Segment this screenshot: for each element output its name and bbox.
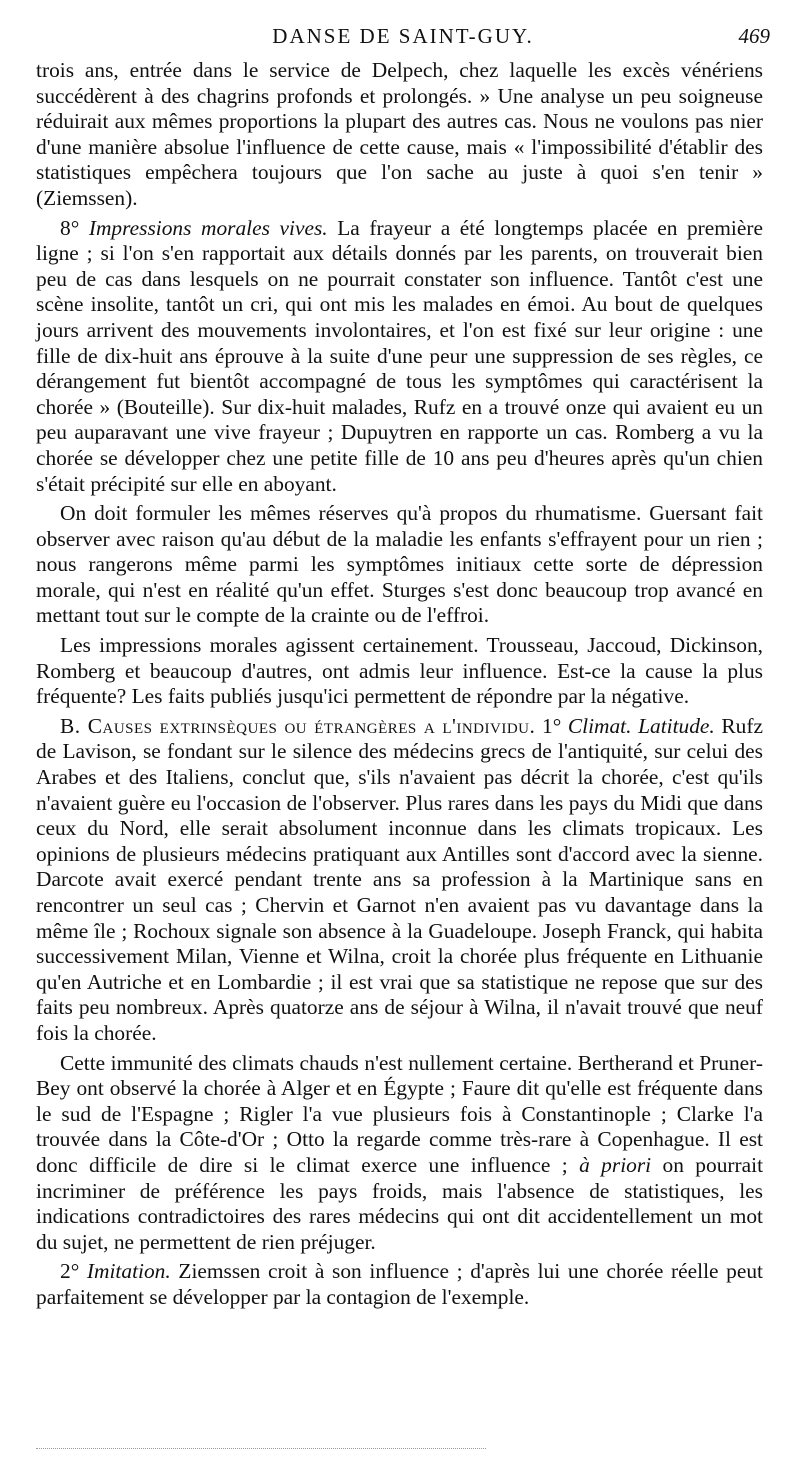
paragraph-text: Ziemssen croit à son influence ; d'après lui une chorée réelle peut parfaitement se développer par la contagion de l'exemple. [36,1259,763,1309]
paragraph-4 [36,633,763,710]
paragraph-text-continued: on pourrait incriminer de préférence les pays froids, mais l'absence de statistiques, les indications contradictoires des rares médecins qui ont dit accidentellement un mot du sujet, ne permettent de rien préjuger. [36,1152,764,1254]
paragraph-text: Rufz de Lavison, se fondant sur le silence des médecins grecs de l'antiquité, sur celui des Arabes et des Italiens, conclut que, s'ils n'avaient pas décrit la chorée, c'est qu'ils n'avaient guère eu l'occasion de l'observer. Plus rares dans les pays du Midi que dans ceux du Nord, elle serait absolument inconnue dans les climats tropicaux. Les opinions de plusieurs médecins pratiquant aux Antilles sont d'accord avec la sienne. Darcote avait exercé pendant trente ans sa profession à la Martinique sans en rencontrer un seul cas ; Chervin et Garnot n'en avaient pas vu davantage dans la même île ; Rochoux signale son absence à la Guadeloupe. Joseph Franck, qui habita successivement Milan, Vienne et Wilna, croit la chorée plus fréquente en Lithuanie qu'en Autriche et en Lombardie ; il est vrai que sa statistique ne repose que sur des faits peu nombreux. Après quatorze ans de séjour à Wilna, il n'avait trouvé que neuf fois la chorée. [36,713,763,1045]
body-text [36,58,763,1315]
page-header [36,24,770,54]
paragraph-3 [36,501,763,629]
italic-phrase: à priori [579,1152,652,1177]
item-heading: Climat. Latitude. [567,713,715,738]
item-number: 8° [60,215,80,240]
paragraph-2 [36,216,763,498]
paragraph-1 [36,58,763,212]
paragraph-6 [36,1051,763,1256]
item-number: 1° [542,713,562,738]
running-title: DANSE DE SAINT-GUY. [272,24,534,48]
paragraph-text: Les impressions morales agissent certainement. Trousseau, Jaccoud, Dickinson, Romberg et beaucoup d'autres, ont admis leur influence. Est-ce la cause la plus fréquente? Les faits publiés jusqu'ici permettent de répondre par la négative. [36,633,763,709]
item-heading: Impressions morales vives. [88,215,328,240]
paragraph-7 [36,1259,763,1310]
paragraph-text: On doit formuler les mêmes réserves qu'à propos du rhumatisme. Guersant fait observer avec raison qu'au début de la maladie les enfants s'effrayent pour un rien ; nous rangerons même parmi les symptômes initiaux cette sorte de dépression morale, qui n'est en réalité qu'un effet. Sturges s'est donc beaucoup trop avancé en mettant tout sur le compte de la crainte ou de l'effroi. [36,501,763,628]
paragraph-5 [36,714,763,1047]
item-heading: Imitation. [86,1259,171,1284]
page-number: 469 [738,24,770,48]
paragraph-text: Cette immunité des climats chauds n'est nullement certaine. Bertherand et Pruner-Bey ont observé la chorée à Alger et en Égypte ; Faure dit qu'elle est fréquente dans le sud de l'Espagne ; Rigler l'a vue plusieurs fois à Constantinople ; Clarke l'a trouvée dans la Côte-d'Or ; Otto la regarde comme très-rare à Copenhague. Il est donc difficile de dire si le climat exerce une influence ; [36,1050,763,1177]
section-heading: B. Causes extrinsèques ou étrangères a l'individu. [60,713,536,738]
paragraph-text: trois ans, entrée dans le service de Delpech, chez laquelle les excès vénériens succédèrent à des chagrins profonds et prolongés. » Une analyse un peu soigneuse réduirait aux mêmes proportions la plupart des autres cas. Nous ne voulons pas nier d'une manière absolue l'influence de cette cause, mais « l'impossibilité d'établir des statistiques empêchera toujours que l'on sache au juste à quoi s'en tenir » (Ziemssen). [36,58,763,210]
footer-dotted-rule [36,1448,486,1449]
item-number: 2° [60,1259,80,1284]
paragraph-text: La frayeur a été longtemps placée en première ligne ; si l'on s'en rapportait aux détails donnés par les parents, on trouverait bien peu de cas dans lesquels on ne pourrait constater son influence. Tantôt c'est une scène insolite, tantôt un cri, qui ont mis les malades en émoi. Au bout de quelques jours arrivent des mouvements involontaires, et l'on est fixé sur leur origine : une fille de dix-huit ans éprouve à la suite d'une peur une suppression de ses règles, ce dérangement fut bientôt accompagné de tous les symptômes qui caractérisent la chorée » (Bouteille). Sur dix-huit malades, Rufz en a trouvé onze qui avaient eu un peu auparavant une vive frayeur ; Dupuytren en rapporte un cas. Romberg a vu la chorée se développer chez une petite fille de 10 ans peu d'heures après qu'un chien s'était précipité sur elle en aboyant. [36,215,763,496]
